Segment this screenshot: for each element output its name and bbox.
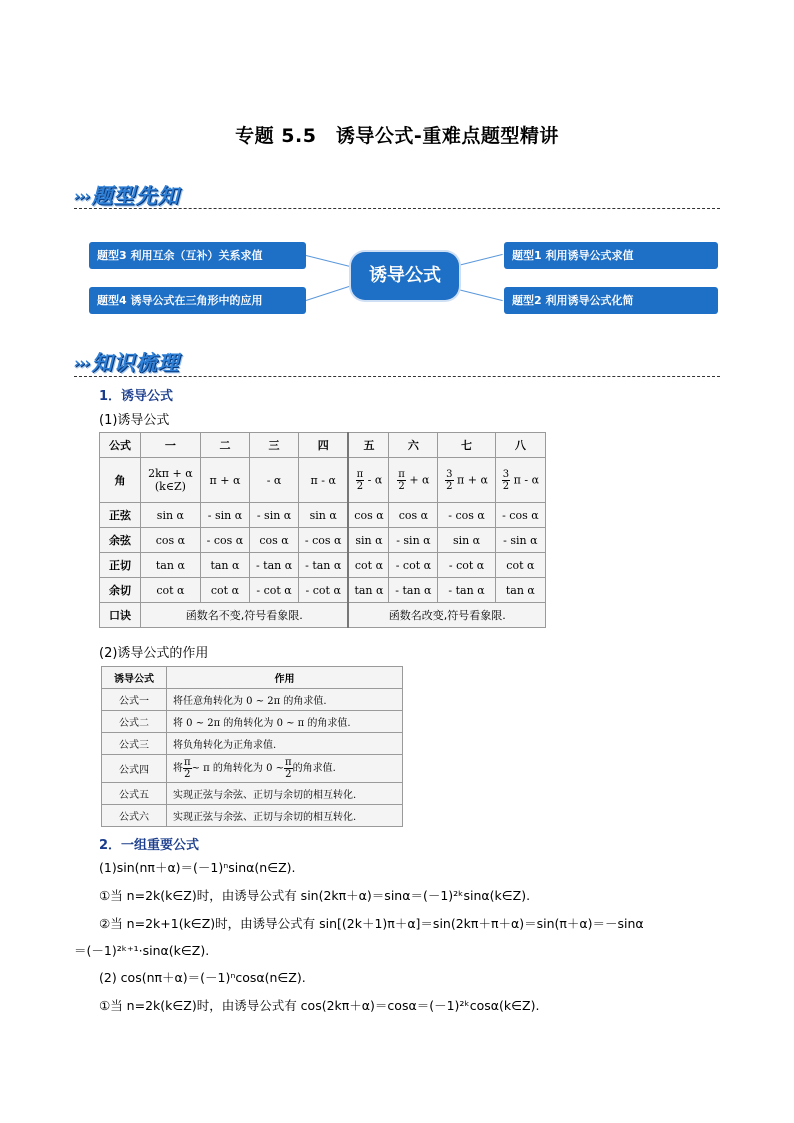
angle-cell: $\frac{3}{2}$ π + α xyxy=(438,458,495,503)
mindmap-center: 诱导公式 xyxy=(351,252,459,300)
table-header-cell: 四 xyxy=(298,433,348,458)
angle-cell: π + α xyxy=(200,458,249,503)
table-cell: - sin α xyxy=(495,528,545,553)
mindmap-node-type4: 题型4 诱导公式在三角形中的应用 xyxy=(89,287,306,314)
table-header-cell: 七 xyxy=(438,433,495,458)
angle-cell: $\frac{3}{2}$ π - α xyxy=(495,458,545,503)
banner-text: 知识梳理 xyxy=(91,351,180,375)
table-row xyxy=(100,503,546,528)
table-header-cell: 八 xyxy=(495,433,545,458)
table-cell: - cos α xyxy=(200,528,249,553)
fraction: $\frac{3}{2}$ xyxy=(502,468,510,492)
table-row xyxy=(100,553,546,578)
mindmap-connector xyxy=(458,289,503,301)
table-row xyxy=(102,755,403,783)
angle-cell: $\frac{\pi}{2}$ + α xyxy=(389,458,438,503)
table-cell: 将 $\frac{\pi}{2}$ ~ π 的角转化为 0 ~ $\frac{\pi}{2}$ 的角求值. xyxy=(167,755,403,783)
row-label: 余切 xyxy=(100,578,141,603)
mindmap-node-type2: 题型2 利用诱导公式化简 xyxy=(504,287,718,314)
angle-cell xyxy=(141,458,201,503)
table-cell: 实现正弦与余弦、正切与余切的相互转化. xyxy=(167,783,403,805)
fraction: $\frac{3}{2}$ xyxy=(446,468,453,492)
banner-arrows: ››› xyxy=(74,354,90,372)
table-cell: sin α xyxy=(141,503,201,528)
section-banner-question-types xyxy=(74,180,180,208)
table-row xyxy=(100,528,546,553)
table-cell: 将 0 ~ 2π 的角转化为 0 ~ π 的角求值. xyxy=(167,711,403,733)
table-cell: - cot α xyxy=(438,553,495,578)
formula-line: ②当 n=2k+1(k∈Z)时，由诱导公式有 sin[(2k＋1)π＋α]＝sin(2kπ＋π＋α)＝sin(π＋α)＝－sinα xyxy=(99,916,644,931)
table-cell: tan α xyxy=(495,578,545,603)
table-row-mnemonic xyxy=(100,603,546,628)
table-cell: sin α xyxy=(438,528,495,553)
table-cell: - sin α xyxy=(250,503,299,528)
table-cell: 公式二 xyxy=(102,711,167,733)
table-row xyxy=(102,711,403,733)
mindmap-connector xyxy=(458,254,503,266)
table-header-cell: 五 xyxy=(348,433,389,458)
table-cell: - cos α xyxy=(298,528,348,553)
table-cell: tan α xyxy=(200,553,249,578)
table-header-cell: 一 xyxy=(141,433,201,458)
row-label: 正切 xyxy=(100,553,141,578)
table-header-cell: 二 xyxy=(200,433,249,458)
subheading-usage: (2)诱导公式的作用 xyxy=(99,646,209,661)
table-row xyxy=(102,733,403,755)
table-cell: - cot α xyxy=(250,578,299,603)
table-header-cell: 诱导公式 xyxy=(102,667,167,689)
table-cell: 将任意角转化为 0 ~ 2π 的角求值. xyxy=(167,689,403,711)
row-label-angle: 角 xyxy=(100,458,141,503)
table-cell: cot α xyxy=(200,578,249,603)
table-cell: cot α xyxy=(495,553,545,578)
banner-text: 题型先知 xyxy=(91,184,180,208)
table-row xyxy=(102,689,403,711)
table-cell: - cot α xyxy=(298,578,348,603)
table-header-cell: 作用 xyxy=(167,667,403,689)
mindmap-connector xyxy=(306,286,350,301)
subheading-formulas: (1)诱导公式 xyxy=(99,413,170,428)
table-cell: cos α xyxy=(348,503,389,528)
dashed-divider xyxy=(74,208,720,209)
formula-line: (2) cos(nπ＋α)＝(－1)ⁿcosα(n∈Z). xyxy=(99,970,306,985)
mindmap-connector xyxy=(306,255,351,267)
table-cell: - cot α xyxy=(389,553,438,578)
table-cell: - tan α xyxy=(389,578,438,603)
table-cell: - tan α xyxy=(250,553,299,578)
page-title: 专题 5.5 诱导公式-重难点题型精讲 xyxy=(235,125,559,147)
table-header-cell: 三 xyxy=(250,433,299,458)
formula-line: ＝(－1)²ᵏ⁺¹·sinα(k∈Z). xyxy=(74,943,210,958)
table-cell: - cos α xyxy=(438,503,495,528)
table-row xyxy=(100,578,546,603)
table-cell: - sin α xyxy=(389,528,438,553)
angle-cell: π - α xyxy=(298,458,348,503)
fraction: $\frac{\pi}{2}$ xyxy=(356,468,364,492)
angle-domain: (k∈Z) xyxy=(154,480,186,493)
section-heading-2: 2．一组重要公式 xyxy=(99,838,200,853)
table-header-cell: 六 xyxy=(389,433,438,458)
mnemonic-cell: 函数名改变,符号看象限. xyxy=(348,603,545,628)
table-cell: cos α xyxy=(389,503,438,528)
table-cell: sin α xyxy=(348,528,389,553)
angle-expr: 2kπ + α xyxy=(148,467,193,480)
dashed-divider xyxy=(74,376,720,377)
table-cell: - tan α xyxy=(438,578,495,603)
induction-formula-table xyxy=(99,432,546,628)
table-row xyxy=(102,783,403,805)
table-cell: cot α xyxy=(348,553,389,578)
formula-line: ①当 n=2k(k∈Z)时，由诱导公式有 sin(2kπ＋α)＝sinα＝(－1)²ᵏsinα(k∈Z). xyxy=(99,888,531,903)
section-banner-knowledge xyxy=(74,347,180,375)
table-cell: sin α xyxy=(298,503,348,528)
formula-line: (1)sin(nπ＋α)＝(－1)ⁿsinα(n∈Z). xyxy=(99,860,296,875)
mindmap-node-type3: 题型3 利用互余（互补）关系求值 xyxy=(89,242,306,269)
table-row xyxy=(102,805,403,827)
section-heading-1: 1．诱导公式 xyxy=(99,389,174,404)
table-cell: - tan α xyxy=(298,553,348,578)
table-cell: 公式一 xyxy=(102,689,167,711)
table-cell: - cos α xyxy=(495,503,545,528)
mnemonic-cell: 函数名不变,符号看象限. xyxy=(141,603,349,628)
angle-cell: - α xyxy=(250,458,299,503)
table-cell: 公式四 xyxy=(102,755,167,783)
table-cell: 公式五 xyxy=(102,783,167,805)
table-cell: cot α xyxy=(141,578,201,603)
table-cell: cos α xyxy=(141,528,201,553)
table-header-cell: 公式 xyxy=(100,433,141,458)
fraction: $\frac{\pi}{2}$ xyxy=(398,468,405,492)
table-cell: tan α xyxy=(141,553,201,578)
fraction: $\frac{\pi}{2}$ xyxy=(184,757,191,780)
mindmap-node-type1: 题型1 利用诱导公式求值 xyxy=(504,242,718,269)
formula-line: ①当 n=2k(k∈Z)时，由诱导公式有 cos(2kπ＋α)＝cosα＝(－1)²ᵏcosα(k∈Z). xyxy=(99,998,540,1013)
fraction: $\frac{\pi}{2}$ xyxy=(285,757,292,780)
angle-cell: $\frac{\pi}{2}$ - α xyxy=(348,458,389,503)
table-cell: 实现正弦与余弦、正切与余切的相互转化. xyxy=(167,805,403,827)
table-cell: cos α xyxy=(250,528,299,553)
row-label: 正弦 xyxy=(100,503,141,528)
table-cell: 公式六 xyxy=(102,805,167,827)
table-cell: 公式三 xyxy=(102,733,167,755)
row-label: 余弦 xyxy=(100,528,141,553)
table-cell: 将负角转化为正角求值. xyxy=(167,733,403,755)
row-label: 口诀 xyxy=(100,603,141,628)
table-cell: - sin α xyxy=(200,503,249,528)
banner-arrows: ››› xyxy=(74,187,90,205)
table-cell: tan α xyxy=(348,578,389,603)
formula-usage-table xyxy=(101,666,403,827)
